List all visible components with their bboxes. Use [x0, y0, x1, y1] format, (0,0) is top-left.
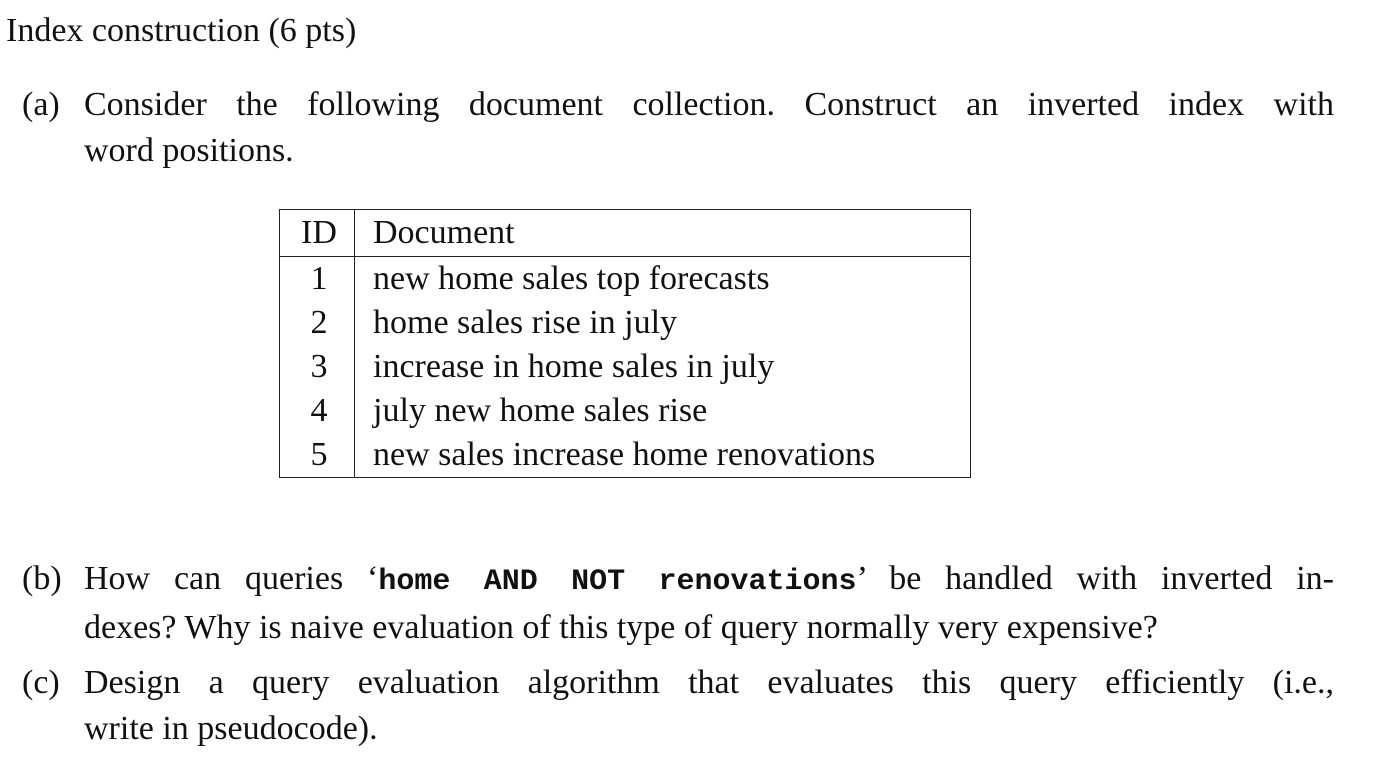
document-table: [279, 209, 971, 478]
row-document: home sales rise in july: [373, 304, 678, 341]
row-id: 5: [280, 433, 355, 478]
part-a-line-1: Consider the following document collection. Construct an inverted index with: [84, 86, 1334, 123]
table-row: [280, 301, 971, 345]
part-a-line-2: word positions.: [84, 132, 294, 169]
row-id: 2: [280, 301, 355, 345]
column-header-document: Document: [355, 210, 971, 257]
page-heading: Index construction (6 pts): [6, 12, 357, 49]
part-c-line-1: Design a query evaluation algorithm that evaluates this query efficiently (i.e.,: [84, 664, 1334, 701]
part-a-text: [84, 82, 1334, 174]
part-b-line-1-post: ’ be handled with inverted in-: [856, 560, 1335, 597]
part-b-line-2: dexes? Why is naive evaluation of this type of query normally very expensive?: [84, 609, 1158, 646]
row-document: new sales increase home renovations: [373, 436, 876, 473]
part-b-line-1-pre: How can queries ‘: [84, 560, 379, 597]
part-b-line-1: [84, 556, 1334, 605]
table-row: [280, 345, 971, 389]
row-id: 3: [280, 345, 355, 389]
row-document: increase in home sales in july: [373, 348, 775, 385]
row-document: new home sales top forecasts: [373, 260, 770, 297]
row-id: 1: [280, 257, 355, 302]
part-c-line-2: write in pseudocode).: [84, 710, 378, 747]
table-row: [280, 433, 971, 478]
part-c-label: (c): [22, 664, 60, 701]
part-c-text: [84, 660, 1334, 752]
query-code: home AND NOT renovations: [378, 565, 857, 599]
column-header-id: ID: [280, 210, 355, 257]
part-b-label: (b): [22, 560, 62, 597]
row-document: july new home sales rise: [373, 392, 708, 429]
part-b-text: [84, 556, 1334, 651]
table-header-row: [280, 210, 971, 257]
row-id: 4: [280, 389, 355, 433]
part-a-label: (a): [22, 86, 60, 123]
table-row: [280, 389, 971, 433]
table-row: [280, 257, 971, 302]
